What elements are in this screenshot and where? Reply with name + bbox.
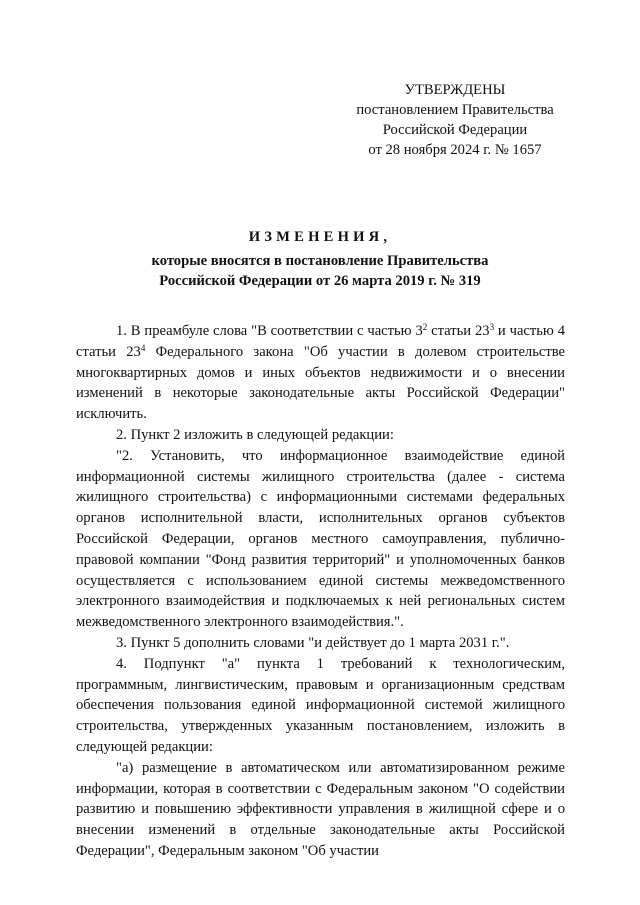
- paragraph-5: 4. Подпункт "а" пункта 1 требований к технологическим, программным, лингвистическим, правовым и организационным средствам обеспечения пользования единой информационной системой жилищного строительства, утвержденных указанным постановлением, изложить в следующей редакции:: [76, 655, 565, 755]
- document-title: ИЗМЕНЕНИЯ,: [248, 229, 392, 245]
- paragraph-3: "2. Установить, что информационное взаимодействие единой информационной системы жилищного строительства (далее - система жилищного строительства) с информационными системами федеральных органов исполнительной власти, исполнительных органов субъектов Российской Федерации, органов местного самоуправления, публично-правовой компании "Фонд развития территорий" и уполномоченных банков осуществляется с использованием единой системы межведомственного электронного взаимодействия и подключаемых к ней региональных систем межведомственного электронного взаимодействия.".: [76, 447, 565, 631]
- paragraph-1-part-d: Федерального закона "Об участии в долевом строительстве многоквартирных домов и иных объектов недвижимости и о внесении изменений в некоторые законодательные акты Российской Федерации" исключить.: [76, 343, 565, 423]
- paragraph-1-part-a: 1. В преамбуле слова "В соответствии с частью 3: [116, 323, 423, 339]
- paragraph-4: 3. Пункт 5 дополнить словами "и действует до 1 марта 2031 г.".: [116, 634, 510, 651]
- paragraph-1: [76, 321, 565, 425]
- subtitle-line-2: Российской Федерации от 26 марта 2019 г. № 319: [159, 273, 481, 289]
- paragraph-6: "а) размещение в автоматическом или автоматизированном режиме информации, которая в соответствии с Федеральным законом "О содействии развитию и повышению эффективности управления в жилищной сфере и о внесении изменений в отдельные законодательные акты Российской Федерации", Федеральным законом "Об участии: [76, 759, 565, 859]
- subtitle-line-1: которые вносятся в постановление Правительства: [151, 253, 489, 269]
- paragraph-2: 2. Пункт 2 изложить в следующей редакции:: [116, 426, 394, 443]
- document-subtitle: [0, 251, 640, 291]
- approval-stamp: [330, 80, 580, 160]
- superscript-3: 4: [140, 342, 146, 353]
- document-body: [76, 321, 565, 862]
- approval-line-1: постановлением Правительства: [356, 102, 554, 118]
- superscript-2: 3: [489, 322, 495, 332]
- approval-date-number: от 28 ноября 2024 г. № 1657: [368, 142, 542, 158]
- approval-line-2: Российской Федерации: [382, 122, 528, 138]
- superscript-1: 2: [422, 322, 428, 332]
- paragraph-1-part-b: статьи 23: [427, 323, 490, 339]
- approval-heading: УТВЕРЖДЕНЫ: [404, 82, 506, 98]
- paragraph-1-part-c: и частью 4 статьи 23: [76, 323, 565, 360]
